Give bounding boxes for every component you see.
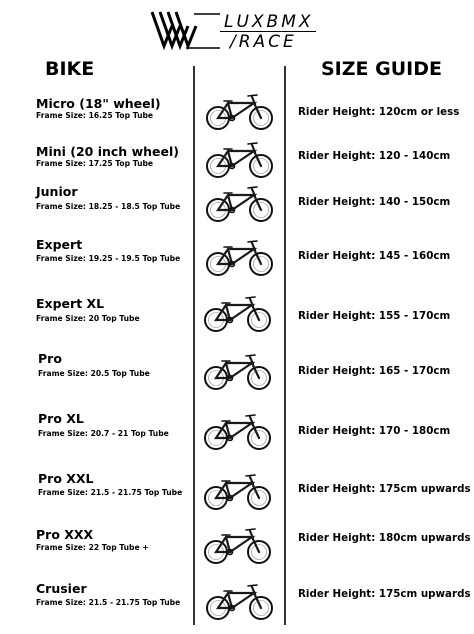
rider-height: Rider Height: 120 - 140cm — [298, 150, 451, 162]
size-row — [0, 236, 474, 292]
size-row — [0, 524, 474, 580]
rider-height: Rider Height: 170 - 180cm — [298, 425, 451, 437]
model-name: Expert XL — [36, 296, 105, 311]
bmx-bike-icon — [204, 580, 276, 620]
frame-size: Frame Size: 22 Top Tube + — [36, 543, 149, 552]
model-name: Pro XL — [38, 411, 84, 426]
bmx-bike-icon — [202, 292, 274, 332]
rider-height: Rider Height: 120cm or less — [298, 106, 460, 118]
model-name: Pro XXL — [38, 471, 94, 486]
frame-size: Frame Size: 16.25 Top Tube — [36, 111, 154, 120]
rider-height: Rider Height: 155 - 170cm — [298, 310, 451, 322]
bmx-bike-icon — [202, 350, 274, 390]
model-name: Micro (18" wheel) — [36, 96, 161, 111]
brand-logo — [150, 8, 320, 52]
model-name: Pro — [38, 351, 62, 366]
size-row — [0, 292, 474, 348]
rider-height: Rider Height: 140 - 150cm — [298, 196, 451, 208]
model-name: Mini (20 inch wheel) — [36, 144, 179, 159]
frame-size: Frame Size: 20 Top Tube — [36, 314, 140, 323]
frame-size: Frame Size: 20.7 - 21 Top Tube — [38, 429, 169, 438]
bike-column-heading: BIKE — [45, 58, 95, 80]
bmx-bike-icon — [204, 182, 276, 222]
brand-subname: /RACE — [230, 32, 297, 52]
bmx-bike-icon — [202, 410, 274, 450]
bmx-bike-icon — [202, 524, 274, 564]
frame-size: Frame Size: 17.25 Top Tube — [36, 159, 154, 168]
frame-size: Frame Size: 18.25 - 18.5 Top Tube — [36, 202, 181, 211]
bmx-bike-icon — [204, 236, 276, 276]
size-row — [0, 578, 474, 634]
size-row — [0, 348, 474, 404]
size-row — [0, 468, 474, 524]
rider-height: Rider Height: 165 - 170cm — [298, 365, 451, 377]
size-row — [0, 184, 474, 240]
frame-size: Frame Size: 21.5 - 21.75 Top Tube — [38, 488, 183, 497]
bmx-bike-icon — [204, 90, 276, 130]
model-name: Crusier — [36, 581, 87, 596]
frame-size: Frame Size: 19.25 - 19.5 Top Tube — [36, 254, 181, 263]
luxbmx-logo-icon — [150, 8, 222, 52]
size-row — [0, 408, 474, 464]
size-guide-heading: SIZE GUIDE — [321, 58, 442, 80]
frame-size: Frame Size: 21.5 - 21.75 Top Tube — [36, 598, 181, 607]
bmx-bike-icon — [202, 470, 274, 510]
rider-height: Rider Height: 175cm upwards — [298, 588, 471, 600]
bmx-bike-icon — [204, 138, 276, 178]
model-name: Junior — [36, 184, 78, 199]
frame-size: Frame Size: 20.5 Top Tube — [38, 369, 150, 378]
brand-name: LUXBMX — [224, 12, 314, 32]
model-name: Pro XXX — [36, 527, 94, 542]
model-name: Expert — [36, 237, 83, 252]
rider-height: Rider Height: 180cm upwards — [298, 532, 471, 544]
rider-height: Rider Height: 175cm upwards — [298, 483, 471, 495]
rider-height: Rider Height: 145 - 160cm — [298, 250, 451, 262]
